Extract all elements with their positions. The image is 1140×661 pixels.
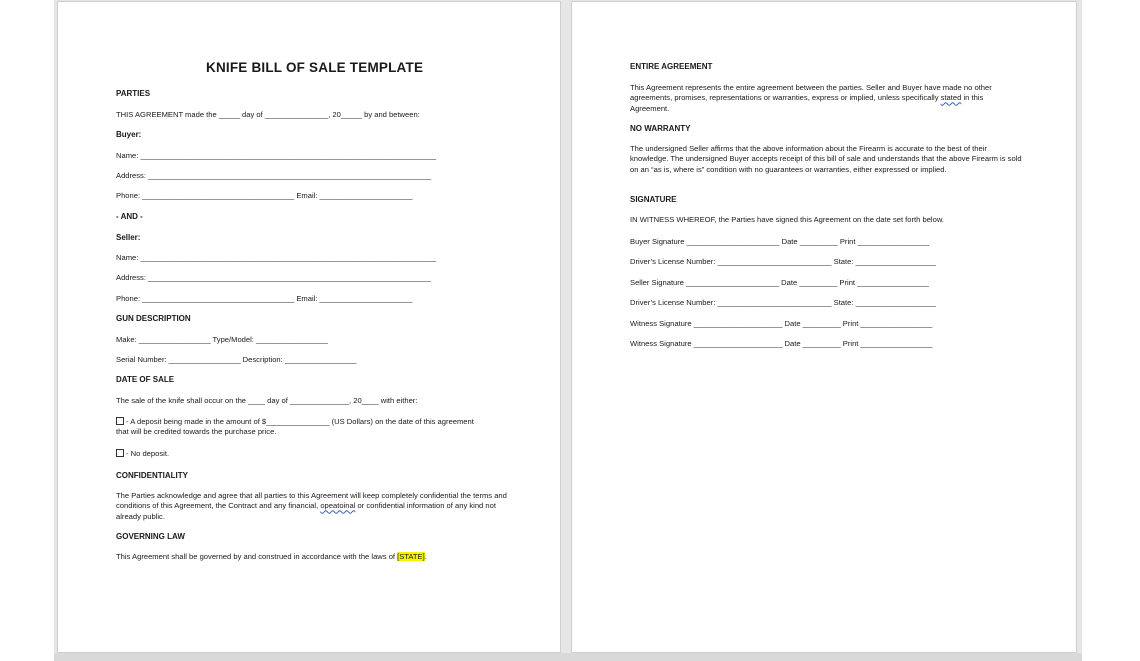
entire-agreement-text-part-1: This Agreement represents the entire agreement between the parties. Seller and Buyer have made no other agreements, promises, representations or warranties, express or implied, unless specifically: [630, 83, 992, 103]
governing-law-text: [116, 552, 427, 562]
governing-law-text-part-2: .: [424, 552, 427, 561]
make-model-field: Make: _________________ Type/Model: _________________: [116, 335, 328, 344]
sale-date-line: The sale of the knife shall occur on the ____ day of ______________, 20____ with either:: [116, 396, 418, 405]
entire-agreement-text-part-2: in this Agreement.: [630, 93, 984, 113]
governing-law-heading: GOVERNING LAW: [116, 532, 185, 541]
buyer-address-field: Address: ___________________________________________________________________: [116, 171, 432, 180]
seller-license-line: Driver’s License Number: ___________________________ State: ___________________: [630, 298, 936, 307]
signature-heading: SIGNATURE: [630, 195, 677, 204]
and-separator: - AND -: [116, 212, 143, 221]
serial-description-field: Serial Number: _________________ Description: _________________: [116, 355, 357, 364]
seller-label: Seller:: [116, 233, 141, 242]
underlined-word: stated: [940, 93, 962, 103]
no-deposit-option-text: - No deposit.: [126, 449, 170, 458]
seller-name-field: Name: ______________________________________________________________________: [116, 253, 437, 262]
entire-agreement-text: [630, 83, 1018, 114]
misspelled-word: opeatoinal: [320, 501, 356, 511]
witness-signature-line-1: Witness Signature _____________________ Date _________ Print _________________: [630, 319, 933, 328]
deposit-option-text: - A deposit being made in the amount of $_______________ (US Dollars) on the date of this agreement that will be credited towards the purchase price.: [116, 417, 474, 437]
deposit-option: [116, 417, 486, 438]
document-title: KNIFE BILL OF SALE TEMPLATE: [206, 60, 424, 75]
buyer-license-line: Driver’s License Number: ___________________________ State: ___________________: [630, 257, 936, 266]
document-page-2: [571, 1, 1077, 653]
seller-signature-line: Seller Signature ______________________ Date _________ Print _________________: [630, 278, 929, 287]
buyer-phone-email-field: Phone: ____________________________________ Email: ______________________: [116, 191, 413, 200]
no-warranty-heading: NO WARRANTY: [630, 124, 691, 133]
buyer-name-field: Name: ______________________________________________________________________: [116, 151, 437, 160]
buyer-label: Buyer:: [116, 130, 142, 139]
agreement-line: THIS AGREEMENT made the _____ day of _______________, 20_____ by and between:: [116, 110, 420, 119]
deposit-checkbox: [116, 417, 124, 425]
gun-description-heading: GUN DESCRIPTION: [116, 314, 191, 323]
parties-heading: PARTIES: [116, 89, 151, 98]
document-page-1: [57, 1, 561, 653]
viewer-bottom-edge: [54, 653, 1082, 661]
witness-signature-line-2: Witness Signature _____________________ Date _________ Print _________________: [630, 339, 933, 348]
confidentiality-text-part-1: The Parties acknowledge and agree that all parties to this Agreement will keep completely confidential the terms and conditions of this Agreement, the Contract and any financial,: [116, 491, 507, 511]
buyer-signature-line: Buyer Signature ______________________ Date _________ Print _________________: [630, 237, 930, 246]
seller-address-field: Address: ___________________________________________________________________: [116, 273, 432, 282]
no-warranty-text: The undersigned Seller affirms that the above information about the Firearm is accurate to the best of their knowledge. The undersigned Buyer accepts receipt of this bill of sale and understands that the above Firearm is sold on an “as is, where is” condition with no guarantees or warranties, either expressed or implied.: [630, 144, 1022, 174]
confidentiality-text-part-2: or confidential information of any kind not already public.: [116, 501, 496, 521]
governing-law-text-part-1: This Agreement shall be governed by and construed in accordance with the laws of: [116, 552, 398, 561]
date-of-sale-heading: DATE OF SALE: [116, 375, 175, 384]
no-deposit-option: [116, 449, 169, 459]
witness-whereof-line: IN WITNESS WHEREOF, the Parties have signed this Agreement on the date set forth below.: [630, 215, 945, 224]
confidentiality-text: [116, 491, 508, 522]
confidentiality-heading: CONFIDENTIALITY: [116, 471, 188, 480]
seller-phone-email-field: Phone: ____________________________________ Email: ______________________: [116, 294, 413, 303]
state-placeholder: [STATE]: [397, 552, 425, 561]
no-deposit-checkbox: [116, 449, 124, 457]
entire-agreement-heading: ENTIRE AGREEMENT: [630, 62, 713, 71]
